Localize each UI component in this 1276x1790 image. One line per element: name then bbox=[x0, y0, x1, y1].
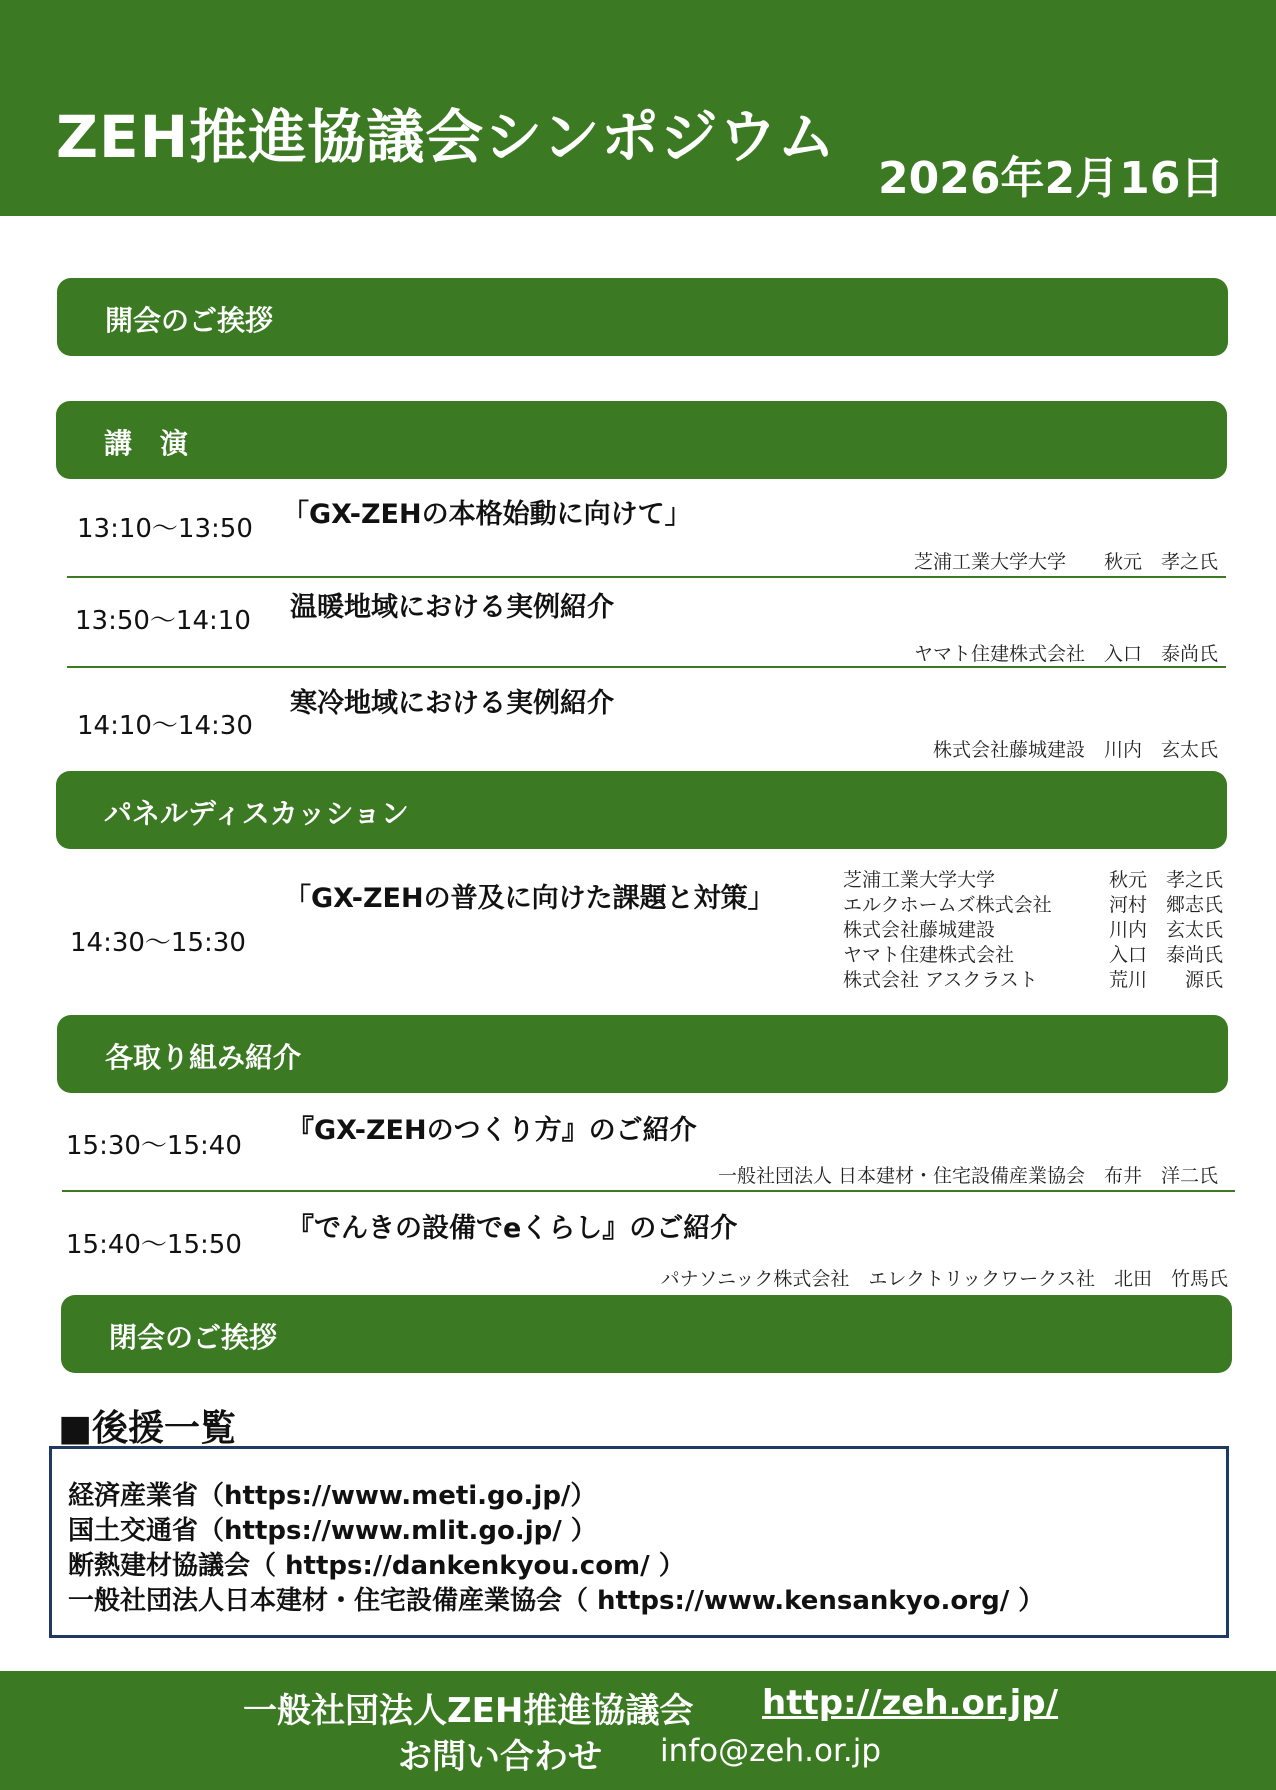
footer-website-link[interactable]: http://zeh.or.jp/ bbox=[762, 1683, 1059, 1723]
section-panel-label: パネルディスカッション bbox=[104, 797, 409, 830]
panelist-org: 芝浦工業大学大学 bbox=[843, 869, 996, 891]
panelist-org: 株式会社 アスクラスト bbox=[843, 969, 1038, 991]
section-lectures-label: 講 演 bbox=[104, 427, 189, 460]
panelist-name: 入口 泰尚氏 bbox=[1108, 944, 1223, 966]
panel-title: 「GX-ZEHの普及に向けた課題と対策」 bbox=[284, 883, 775, 914]
support-item: 断熱建材協議会（ https://dankenkyou.com/ ） bbox=[68, 1551, 685, 1581]
section-opening bbox=[57, 278, 1228, 356]
panelist-name: 河村 郷志氏 bbox=[1108, 894, 1223, 916]
section-lectures bbox=[56, 401, 1227, 479]
section-panel bbox=[56, 771, 1227, 849]
panelist-name: 川内 玄太氏 bbox=[1108, 919, 1223, 941]
lecture-1-time: 13:10〜13:50 bbox=[77, 514, 253, 544]
initiative-1-speaker: 一般社団法人 日本建材・住宅設備産業協会 布井 洋二氏 bbox=[717, 1165, 1218, 1187]
panelist-org: ヤマト住建株式会社 bbox=[843, 944, 1015, 966]
footer-inquiry-label: お問い合わせ bbox=[398, 1737, 602, 1777]
section-initiatives bbox=[57, 1015, 1228, 1093]
support-heading: ■後援一覧 bbox=[58, 1408, 237, 1449]
footer-email[interactable]: info@zeh.or.jp bbox=[660, 1733, 881, 1769]
lecture-2-speaker: ヤマト住建株式会社 入口 泰尚氏 bbox=[913, 643, 1218, 665]
divider bbox=[67, 576, 1226, 578]
support-item: 経済産業省（https://www.meti.go.jp/） bbox=[68, 1481, 597, 1511]
support-item: 一般社団法人日本建材・住宅設備産業協会（ https://www.kensankyo.org/ ） bbox=[68, 1586, 1045, 1616]
panelist-name: 秋元 孝之氏 bbox=[1108, 869, 1223, 891]
lecture-2-time: 13:50〜14:10 bbox=[75, 606, 251, 636]
section-initiatives-label: 各取り組み紹介 bbox=[105, 1041, 302, 1074]
panelist bbox=[843, 868, 1223, 893]
initiative-2-time: 15:40〜15:50 bbox=[66, 1230, 242, 1260]
divider bbox=[67, 666, 1226, 668]
initiative-1-title: 『GX-ZEHのつくり方』のご紹介 bbox=[287, 1115, 697, 1146]
panelist bbox=[843, 918, 1223, 943]
panelist-name: 荒川 源氏 bbox=[1108, 969, 1223, 991]
section-closing bbox=[61, 1295, 1232, 1373]
initiative-2-speaker: パナソニック株式会社 エレクトリックワークス社 北田 竹馬氏 bbox=[660, 1268, 1228, 1290]
lecture-3-title: 寒冷地域における実例紹介 bbox=[290, 688, 614, 719]
panelist-list bbox=[843, 868, 1223, 993]
support-box bbox=[49, 1446, 1229, 1638]
panelist-org: 株式会社藤城建設 bbox=[843, 919, 996, 941]
lecture-1-speaker: 芝浦工業大学大学 秋元 孝之氏 bbox=[913, 551, 1218, 573]
lecture-1-title: 「GX-ZEHの本格始動に向けて」 bbox=[282, 499, 692, 530]
panel-time: 14:30〜15:30 bbox=[70, 928, 246, 958]
footer-organization: 一般社団法人ZEH推進協議会 bbox=[243, 1691, 694, 1731]
lecture-3-speaker: 株式会社藤城建設 川内 玄太氏 bbox=[932, 739, 1218, 761]
initiative-2-title: 『でんきの設備でeくらし』のご紹介 bbox=[287, 1213, 738, 1244]
panelist bbox=[843, 968, 1223, 993]
initiative-1-time: 15:30〜15:40 bbox=[66, 1131, 242, 1161]
panelist-org: エルクホームズ株式会社 bbox=[843, 894, 1052, 916]
support-item: 国土交通省（https://www.mlit.go.jp/ ） bbox=[68, 1516, 597, 1546]
event-date: 2026年2月16日 bbox=[878, 153, 1225, 204]
panelist bbox=[843, 893, 1223, 918]
section-opening-label: 開会のご挨拶 bbox=[105, 304, 274, 337]
header-banner bbox=[0, 0, 1276, 216]
divider bbox=[62, 1190, 1235, 1192]
lecture-3-time: 14:10〜14:30 bbox=[77, 711, 253, 741]
section-closing-label: 閉会のご挨拶 bbox=[109, 1321, 278, 1354]
page-title: ZEH推進協議会シンポジウム bbox=[56, 103, 837, 171]
footer-banner bbox=[0, 1671, 1276, 1790]
panelist bbox=[843, 943, 1223, 968]
lecture-2-title: 温暖地域における実例紹介 bbox=[290, 592, 614, 623]
